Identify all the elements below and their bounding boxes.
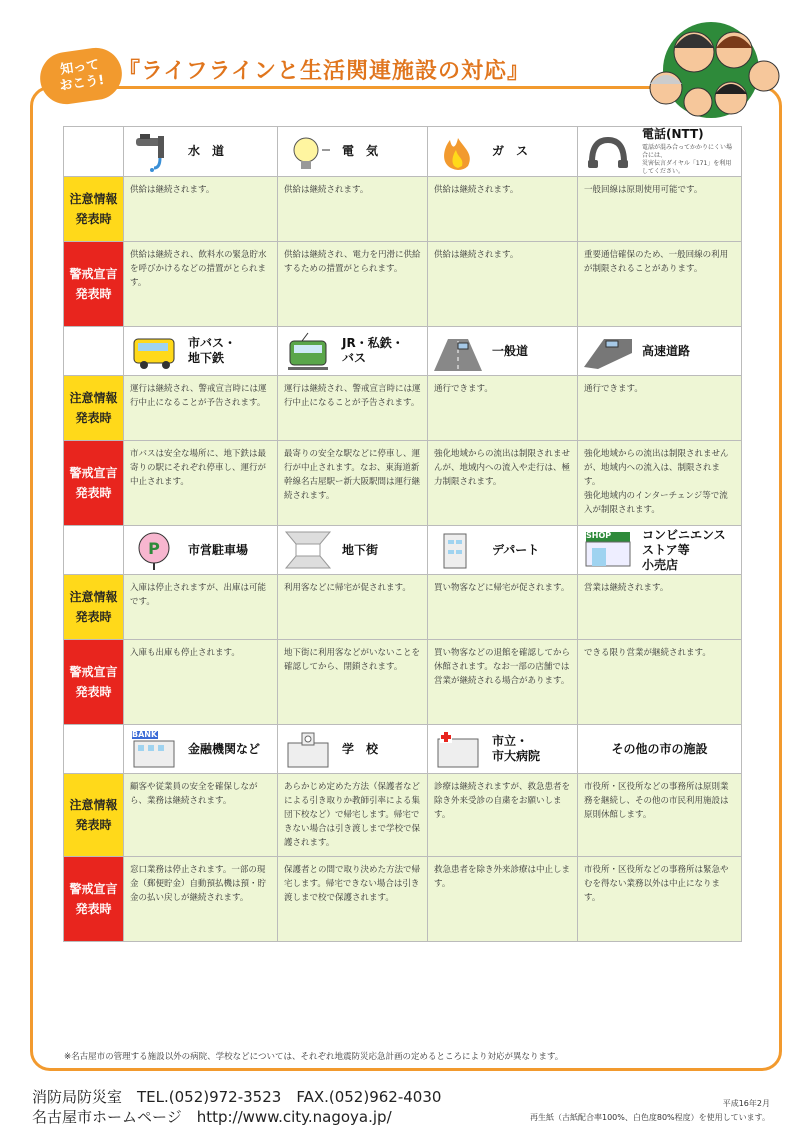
warning-cell: 最寄りの安全な駅などに停車し、運行が中止されます。なお、東海道新幹線名古屋駅ー新大阪駅間は運行継続されます。 <box>278 441 428 526</box>
caution-cell: 通行できます。 <box>428 376 578 441</box>
parking-icon <box>130 530 178 570</box>
facility-header <box>124 725 278 774</box>
warning-label <box>64 640 124 725</box>
facility-header-wrap <box>428 327 577 375</box>
warning-row <box>64 857 742 942</box>
facility-label-box <box>611 742 707 757</box>
caution-row <box>64 376 742 441</box>
caution-label <box>64 376 124 441</box>
facility-header-wrap <box>124 127 277 176</box>
icon-sign: SHOP <box>586 531 612 540</box>
phone-icon <box>584 132 632 172</box>
warning-cell: 買い物客などの退館を確認してから休館されます。なお一部の店舗では営業が継続される場合があります。 <box>428 640 578 725</box>
facility-label-box <box>342 336 404 366</box>
svg-text:P: P <box>148 539 160 558</box>
department-store-icon <box>434 530 482 570</box>
caution-cell: 営業は継続されます。 <box>578 575 742 640</box>
facility-label-box <box>342 742 378 757</box>
warning-cell: 強化地域からの流出は制限されませんが、地域内への流入は、制限されます。 強化地域内のインターチェンジ等で流入が制限されます。 <box>578 441 742 526</box>
faucet-icon <box>130 132 178 172</box>
facility-header <box>124 327 278 376</box>
facility-header-wrap <box>578 327 741 375</box>
facility-header <box>124 127 278 177</box>
facility-label: 学 校 <box>342 741 379 756</box>
facility-header <box>428 127 578 177</box>
facility-label: 市立・ 市大病院 <box>492 734 541 763</box>
facility-header <box>278 725 428 774</box>
caution-label-text: 注意情報 発表時 <box>69 590 118 624</box>
lightbulb-icon <box>284 132 332 172</box>
warning-label-text: 警戒宣言 発表時 <box>69 665 118 699</box>
corner-cell <box>64 127 124 177</box>
caution-label-text: 注意情報 発表時 <box>69 391 118 425</box>
facility-header-wrap <box>124 327 277 375</box>
caution-cell: 入庫は停止されますが、出庫は可能です。 <box>124 575 278 640</box>
facility-header-wrap <box>428 127 577 176</box>
hospital-icon <box>434 729 482 769</box>
header-row <box>64 127 742 177</box>
school-icon <box>284 729 332 769</box>
warning-label <box>64 441 124 526</box>
facility-label: その他の市の施設 <box>611 741 708 756</box>
facility-label-box <box>188 742 260 757</box>
warning-label-text: 警戒宣言 発表時 <box>69 267 118 301</box>
warning-cell: 供給は継続され、電力を円滑に供給するための措置がとられます。 <box>278 242 428 327</box>
header-row <box>64 725 742 774</box>
facility-label: 市営駐車場 <box>188 542 249 557</box>
warning-cell: 重要通信確保のため、一般回線の利用が制限されることがあります。 <box>578 242 742 327</box>
warning-cell: 地下街に利用客などがいないことを確認してから、閉鎖されます。 <box>278 640 428 725</box>
caution-label-text: 注意情報 発表時 <box>69 192 118 226</box>
facility-note: 電話が混み合ってかかりにくい場合には、 災害伝言ダイヤル「171」を利用してください。 <box>642 144 733 175</box>
warning-row <box>64 242 742 327</box>
page-title: 『ライフラインと生活関連施設の対応』 <box>118 59 531 84</box>
facility-label-box <box>492 144 528 159</box>
facility-header-wrap <box>428 526 577 574</box>
warning-label <box>64 857 124 942</box>
warning-label <box>64 242 124 327</box>
facility-label: 電 気 <box>342 144 379 158</box>
caution-cell: 一般回線は原則使用可能です。 <box>578 177 742 242</box>
warning-cell: できる限り営業が継続されます。 <box>578 640 742 725</box>
facility-header <box>578 127 742 177</box>
facility-header <box>278 526 428 575</box>
facility-header <box>124 526 278 575</box>
caution-cell: 顧客や従業員の安全を確保しながら、業務は継続されます。 <box>124 774 278 857</box>
facility-label-box <box>188 336 236 366</box>
facility-header <box>428 526 578 575</box>
facility-header-wrap <box>578 127 741 176</box>
facility-label-box <box>492 734 540 764</box>
facility-label-box <box>188 144 224 159</box>
caution-cell: 通行できます。 <box>578 376 742 441</box>
facility-label: JR・私鉄・ バス <box>342 336 404 365</box>
facility-label: 一般道 <box>492 343 529 358</box>
facility-header <box>578 725 742 774</box>
warning-cell: 救急患者を除き外来診療は中止します。 <box>428 857 578 942</box>
facility-label-box <box>642 528 735 573</box>
facility-label: 電話(NTT) <box>642 127 704 141</box>
facility-header-wrap <box>278 725 427 773</box>
highway-icon <box>584 331 632 371</box>
facility-label-box <box>642 344 690 359</box>
warning-label-text: 警戒宣言 発表時 <box>69 882 118 916</box>
caution-cell: 市役所・区役所などの事務所は原則業務を継続し、その他の市民利用施設は原則休館します。 <box>578 774 742 857</box>
warning-cell: 供給は継続されます。 <box>428 242 578 327</box>
caution-cell: 運行は継続され、警戒宣言時には運行中止になることが予告されます。 <box>278 376 428 441</box>
caution-cell: あらかじめ定めた方法（保護者などによる引き取りか教師引率による集団下校など）で帰宅します。帰宅できない場合は引き渡しまで学校で保護されます。 <box>278 774 428 857</box>
bus-icon <box>130 331 178 371</box>
issue-date: 平成16年2月 <box>722 1099 770 1108</box>
header-row <box>64 327 742 376</box>
corner-cell <box>64 526 124 575</box>
warning-label-text: 警戒宣言 発表時 <box>69 466 118 500</box>
facility-header-wrap <box>578 725 741 773</box>
caution-label <box>64 177 124 242</box>
facility-label: ガ ス <box>492 144 529 158</box>
footnote: ※名古屋市の管理する施設以外の病院、学校などについては、それぞれ地震防災応急計画の定めるところにより対応が異なります。 <box>64 1052 564 1062</box>
facility-header-wrap <box>278 526 427 574</box>
caution-row <box>64 575 742 640</box>
facility-header <box>578 526 742 575</box>
icon-sign: BANK <box>132 730 158 739</box>
facility-label: 金融機関など <box>188 741 261 756</box>
warning-row <box>64 640 742 725</box>
facility-header <box>578 327 742 376</box>
flame-icon <box>434 132 482 172</box>
facility-label-box <box>342 543 378 558</box>
facility-label: 地下街 <box>342 542 379 557</box>
facility-table <box>63 126 742 942</box>
facility-label: コンビニエンスストア等 小売店 <box>642 527 726 572</box>
caution-cell: 利用客などに帰宅が促されます。 <box>278 575 428 640</box>
family-illustration <box>636 10 786 120</box>
facility-label: 市バス・ 地下鉄 <box>188 336 237 365</box>
caution-row <box>64 177 742 242</box>
warning-cell: 入庫も出庫も停止されます。 <box>124 640 278 725</box>
warning-cell: 強化地域からの流出は制限されませんが、地域内への流入や走行は、極力制限されます。 <box>428 441 578 526</box>
facility-header <box>428 327 578 376</box>
caution-cell: 運行は継続され、警戒宣言時には運行中止になることが予告されます。 <box>124 376 278 441</box>
header-row <box>64 526 742 575</box>
caution-label <box>64 575 124 640</box>
facility-header-wrap <box>278 127 427 176</box>
facility-header-wrap <box>428 725 577 773</box>
facility-label: デパート <box>492 542 540 557</box>
caution-cell: 供給は継続されます。 <box>278 177 428 242</box>
facility-header <box>278 127 428 177</box>
train-icon <box>284 331 332 371</box>
facility-label-box <box>492 543 539 558</box>
facility-header-wrap <box>124 526 277 574</box>
caution-cell: 診療は継続されますが、救急患者を除き外来受診の自粛をお願いします。 <box>428 774 578 857</box>
homepage-line: 名古屋市ホームページ http://www.city.nagoya.jp/ <box>32 1108 392 1126</box>
warning-cell: 市役所・区役所などの事務所は緊急やむを得ない業務以外は中止になります。 <box>578 857 742 942</box>
corner-cell <box>64 327 124 376</box>
badge-line1: 知って <box>59 57 101 78</box>
facility-label: 水 道 <box>188 144 225 158</box>
underground-mall-icon <box>284 530 332 570</box>
facility-label-box <box>642 127 735 176</box>
facility-label: 高速道路 <box>642 343 691 358</box>
warning-cell: 供給は継続され、飲料水の緊急貯水を呼びかけるなどの措置がとられます。 <box>124 242 278 327</box>
warning-cell: 保護者との間で取り決めた方法で帰宅します。帰宅できない場合は引き渡しまで校で保護されます。 <box>278 857 428 942</box>
corner-cell <box>64 725 124 774</box>
contact-line: 消防局防災室 TEL.(052)972-3523 FAX.(052)962-4030 <box>32 1088 442 1106</box>
facility-label-box <box>188 543 248 558</box>
badge-line2: おこう! <box>58 72 106 94</box>
caution-cell: 買い物客などに帰宅が促されます。 <box>428 575 578 640</box>
caution-cell: 供給は継続されます。 <box>124 177 278 242</box>
caution-cell: 供給は継続されます。 <box>428 177 578 242</box>
caution-label <box>64 774 124 857</box>
facility-header <box>278 327 428 376</box>
road-icon <box>434 331 482 371</box>
facility-label-box <box>492 344 528 359</box>
warning-cell: 市バスは安全な場所に、地下鉄は最寄りの駅にそれぞれ停車し、運行が中止されます。 <box>124 441 278 526</box>
caution-row <box>64 774 742 857</box>
facility-label-box <box>342 144 378 159</box>
facility-header-wrap <box>278 327 427 375</box>
warning-row <box>64 441 742 526</box>
warning-cell: 窓口業務は停止されます。一部の現金（郵便貯金）自動預払機は預・貯金の払い戻しが継続されます。 <box>124 857 278 942</box>
recycle-note: 再生紙（古紙配合率100%、白色度80%程度）を使用しています。 <box>529 1113 770 1122</box>
caution-label-text: 注意情報 発表時 <box>69 798 118 832</box>
facility-header <box>428 725 578 774</box>
